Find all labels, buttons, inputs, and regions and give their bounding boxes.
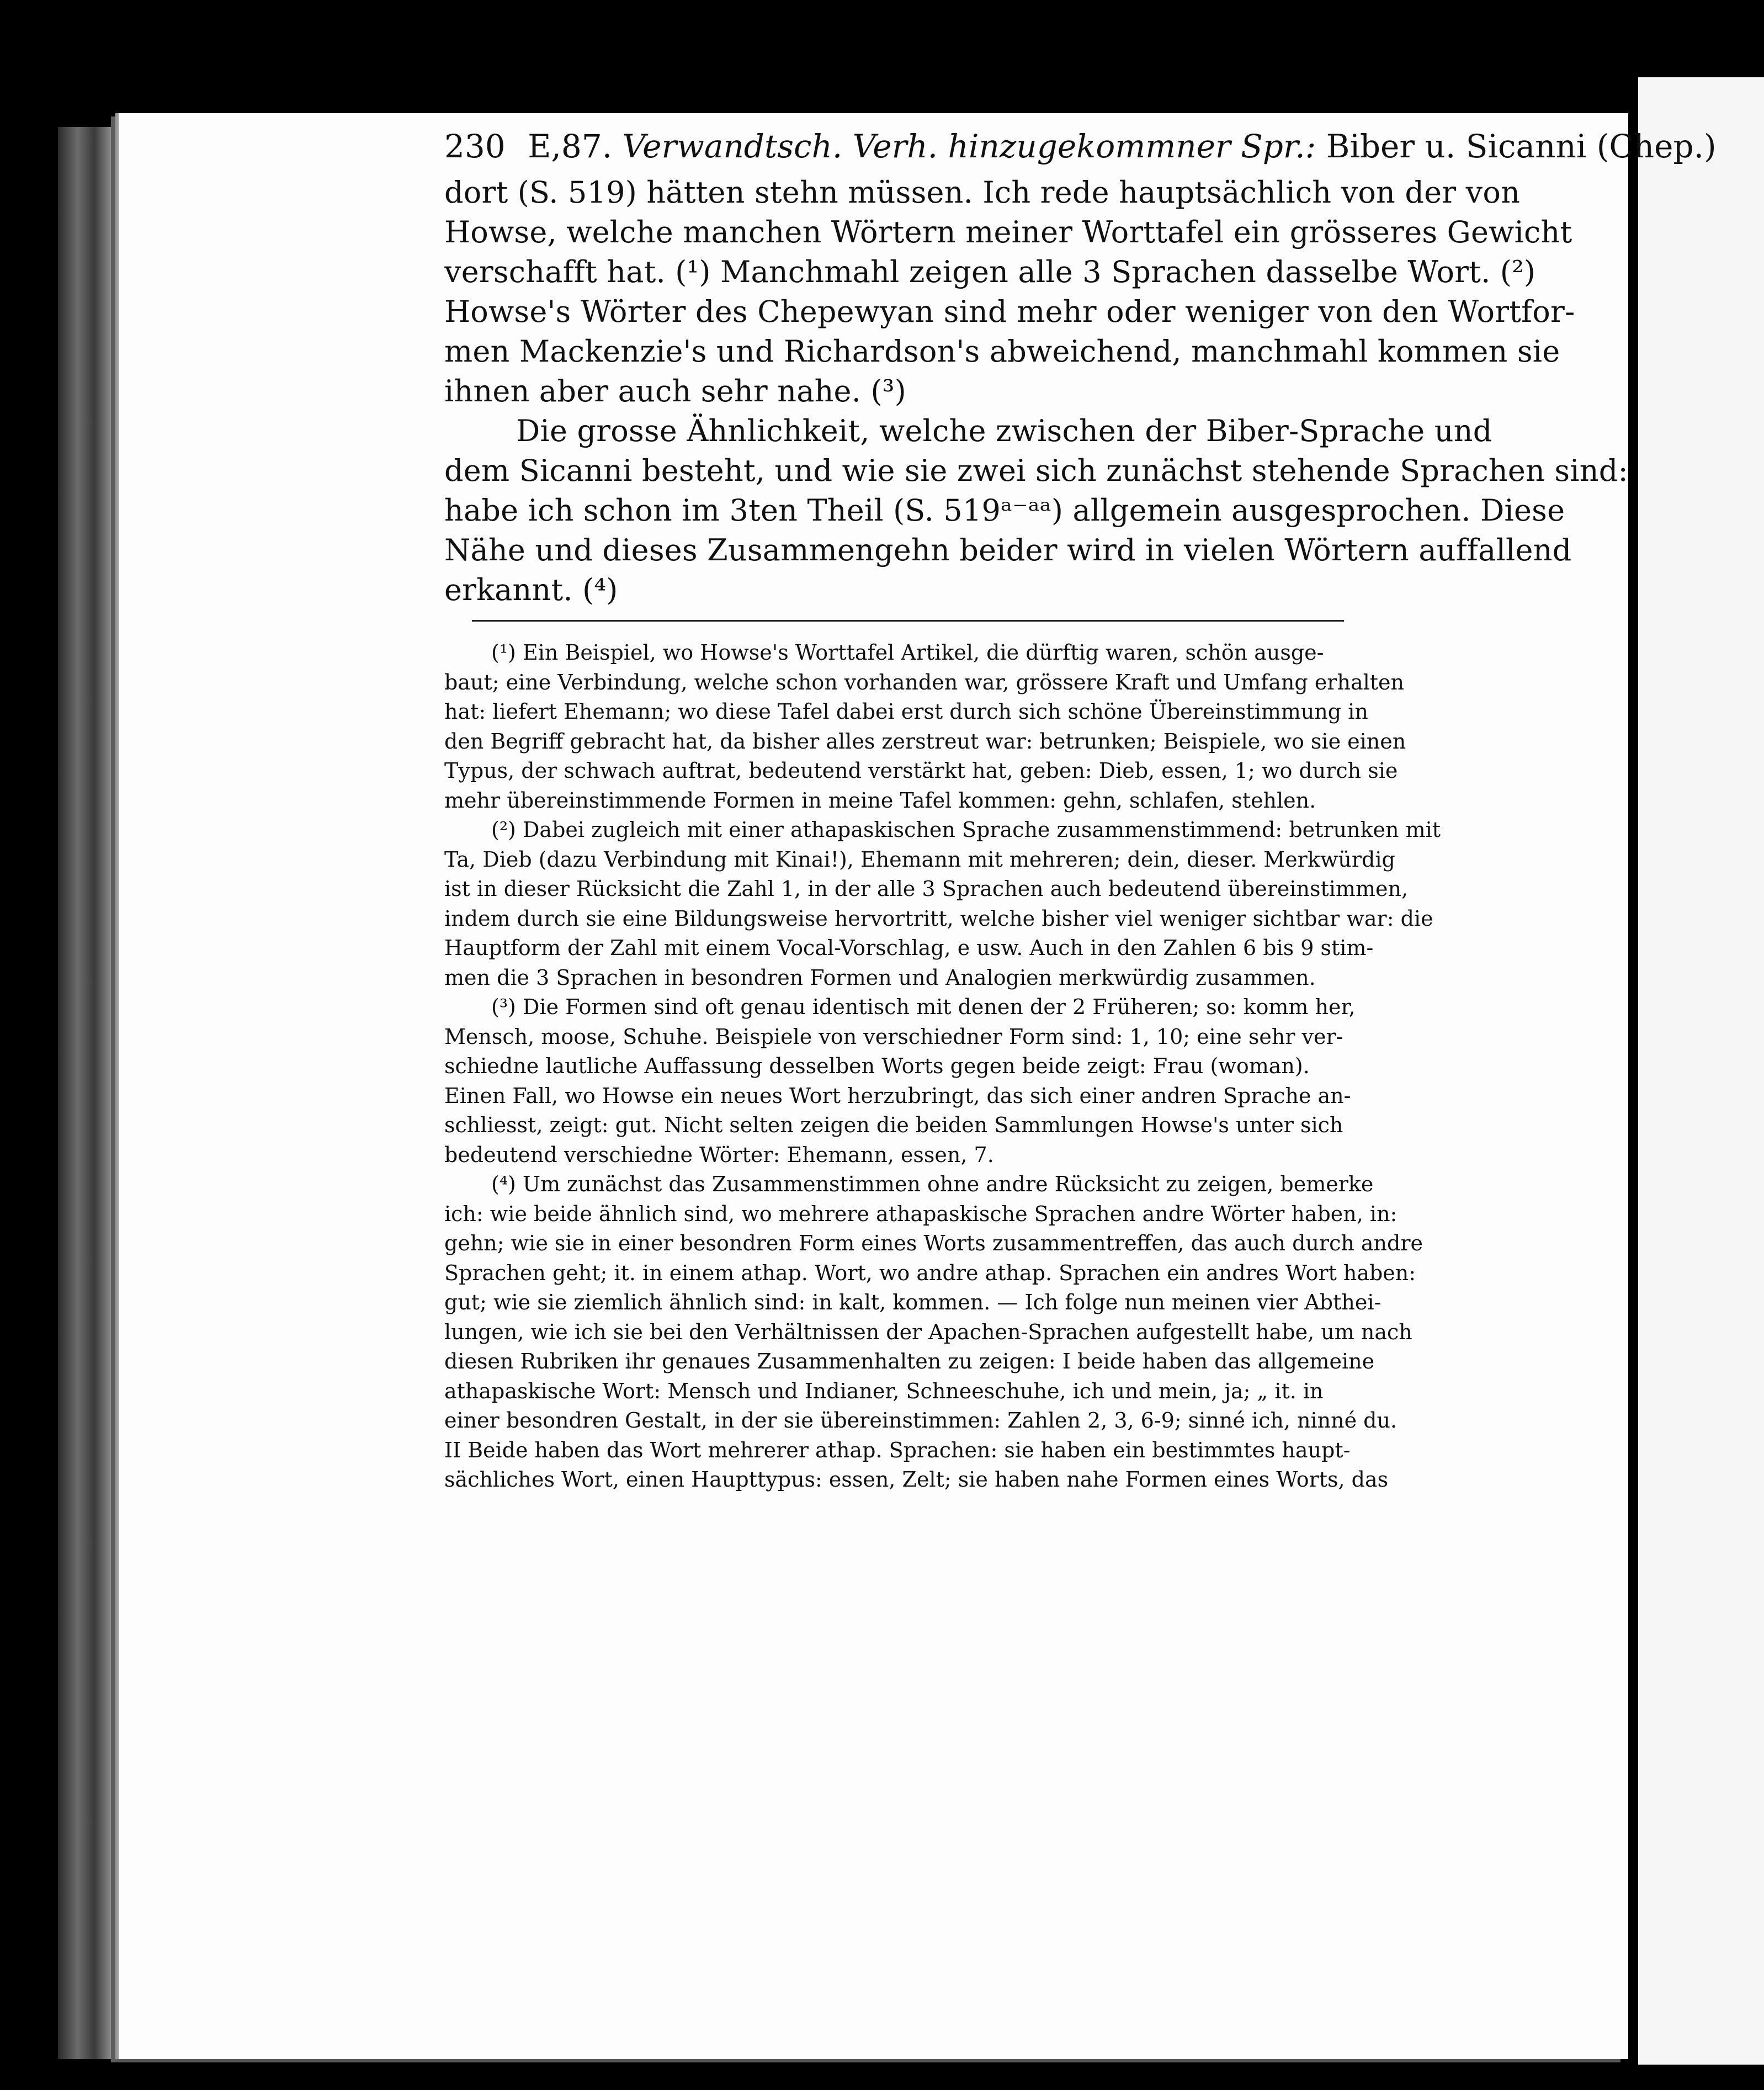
footnote-line: gehn; wie sie in einer besondren Form eines Worts zusammentreffen, das auch durch andre: [444, 1231, 1423, 1255]
running-title-italic: Verwandtsch. Verh. hinzugekommner Spr.:: [622, 128, 1316, 165]
body-line: Howse, welche manchen Wörtern meiner Worttafel ein grösseres Gewicht: [444, 215, 1572, 250]
footnote-line: athapaskische Wort: Mensch und Indianer, Schneeschuhe, ich und mein, ja; „ it. in: [444, 1378, 1324, 1403]
footnote-line: Mensch, moose, Schuhe. Beispiele von verschiedner Form sind: 1, 10; eine sehr ver-: [444, 1024, 1343, 1049]
page-text: [444, 124, 1717, 1495]
footnote-line: ich: wie beide ähnlich sind, wo mehrere athapaskische Sprachen andre Wörter haben, in:: [444, 1201, 1398, 1226]
body-line: habe ich schon im 3ten Theil (S. 519ᵃ⁻ᵃᵃ) allgemein ausgesprochen. Diese: [444, 493, 1565, 528]
body-line: Die grosse Ähnlichkeit, welche zwischen der Biber-Sprache und: [516, 413, 1492, 448]
footnote-line: indem durch sie eine Bildungsweise hervortritt, welche bisher viel weniger sichtbar war: die: [444, 906, 1433, 931]
footnote-line: II Beide haben das Wort mehrerer athap. Sprachen: sie haben ein bestimmtes haupt-: [444, 1437, 1351, 1462]
footnote-line: ist in dieser Rücksicht die Zahl 1, in der alle 3 Sprachen auch bedeutend übereinstimmen,: [444, 877, 1409, 901]
running-title: Biber u. Sicanni (Chep.): [1326, 128, 1717, 165]
section-number: E,87.: [528, 128, 613, 165]
footnote-line: gut; wie sie ziemlich ähnlich sind: in kalt, kommen. — Ich folge nun meinen vier Abthei-: [444, 1290, 1382, 1314]
footnote-line: bedeutend verschiedne Wörter: Ehemann, essen, 7.: [444, 1142, 994, 1167]
book-edge: [58, 127, 124, 2059]
body-line: dort (S. 519) hätten stehn müssen. Ich rede hauptsächlich von der von: [444, 175, 1521, 210]
body-line: verschafft hat. (¹) Manchmahl zeigen alle 3 Sprachen dasselbe Wort. (²): [444, 254, 1536, 289]
footnote-line: men die 3 Sprachen in besondren Formen und Analogien merkwürdig zusammen.: [444, 965, 1316, 990]
body-line: men Mackenzie's und Richardson's abweichend, manchmahl kommen sie: [444, 334, 1560, 369]
body-line: dem Sicanni besteht, und wie sie zwei sich zunächst stehende Sprachen sind:: [444, 453, 1628, 488]
footnote-line: schliesst, zeigt: gut. Nicht selten zeigen die beiden Sammlungen Howse's unter sich: [444, 1113, 1343, 1137]
footnote-line: Sprachen geht; it. in einem athap. Wort, wo andre athap. Sprachen ein andres Wort haben:: [444, 1260, 1416, 1285]
footnote-line: (¹) Ein Beispiel, wo Howse's Worttafel Artikel, die dürftig waren, schön ausge-: [491, 640, 1324, 665]
footnote-line: einer besondren Gestalt, in der sie übereinstimmen: Zahlen 2, 3, 6-9; sinné ich, ninné du.: [444, 1408, 1398, 1433]
footnote-line: Ta, Dieb (dazu Verbindung mit Kinai!), Ehemann mit mehreren; dein, dieser. Merkwürdig: [444, 847, 1395, 872]
footnote-line: lungen, wie ich sie bei den Verhältnissen der Apachen-Sprachen aufgestellt habe, um nach: [444, 1319, 1412, 1344]
footnote-line: (³) Die Formen sind oft genau identisch mit denen der 2 Früheren; so: komm her,: [491, 995, 1356, 1019]
footnote-line: (²) Dabei zugleich mit einer athapaskischen Sprache zusammenstimmend: betrunken mit: [491, 818, 1441, 842]
footnote-line: schiedne lautliche Auffassung desselben Worts gegen beide zeigt: Frau (woman).: [444, 1054, 1310, 1078]
footnote-line: sächliches Wort, einen Haupttypus: essen, Zelt; sie haben nahe Formen eines Worts, das: [444, 1467, 1389, 1492]
footnote-line: Typus, der schwach auftrat, bedeutend verstärkt hat, geben: Dieb, essen, 1; wo durch sie: [444, 758, 1398, 783]
body-line: Howse's Wörter des Chepewyan sind mehr oder weniger von den Wortfor-: [444, 294, 1575, 329]
footnote-line: Einen Fall, wo Howse ein neues Wort herzubringt, das sich einer andren Sprache an-: [444, 1083, 1351, 1108]
body-line: Nähe und dieses Zusammengehn beider wird in vielen Wörtern auffallend: [444, 533, 1572, 567]
body-text: [444, 173, 1628, 610]
footnote-divider: [472, 620, 1344, 622]
footnote-line: baut; eine Verbindung, welche schon vorhanden war, grössere Kraft und Umfang erhalten: [444, 670, 1404, 694]
running-head: [444, 124, 1717, 168]
footnote-line: mehr übereinstimmende Formen in meine Tafel kommen: gehn, schlafen, stehlen.: [444, 788, 1316, 813]
footnote-line: (⁴) Um zunächst das Zusammenstimmen ohne andre Rücksicht zu zeigen, bemerke: [491, 1172, 1374, 1196]
footnotes: [444, 638, 1487, 1495]
footnote-line: diesen Rubriken ihr genaues Zusammenhalten zu zeigen: I beide haben das allgemeine: [444, 1349, 1375, 1373]
body-line: erkannt. (⁴): [444, 572, 618, 607]
adjacent-page-edge: [1638, 77, 1764, 2065]
page-number: 230: [444, 128, 506, 165]
footnote-line: hat: liefert Ehemann; wo diese Tafel dabei erst durch sich schöne Übereinstimmung in: [444, 699, 1368, 724]
body-line: ihnen aber auch sehr nahe. (³): [444, 374, 906, 409]
footnote-line: Hauptform der Zahl mit einem Vocal-Vorschlag, e usw. Auch in den Zahlen 6 bis 9 stim-: [444, 936, 1374, 960]
footnote-line: den Begriff gebracht hat, da bisher alles zerstreut war: betrunken; Beispiele, wo sie einen: [444, 729, 1406, 754]
